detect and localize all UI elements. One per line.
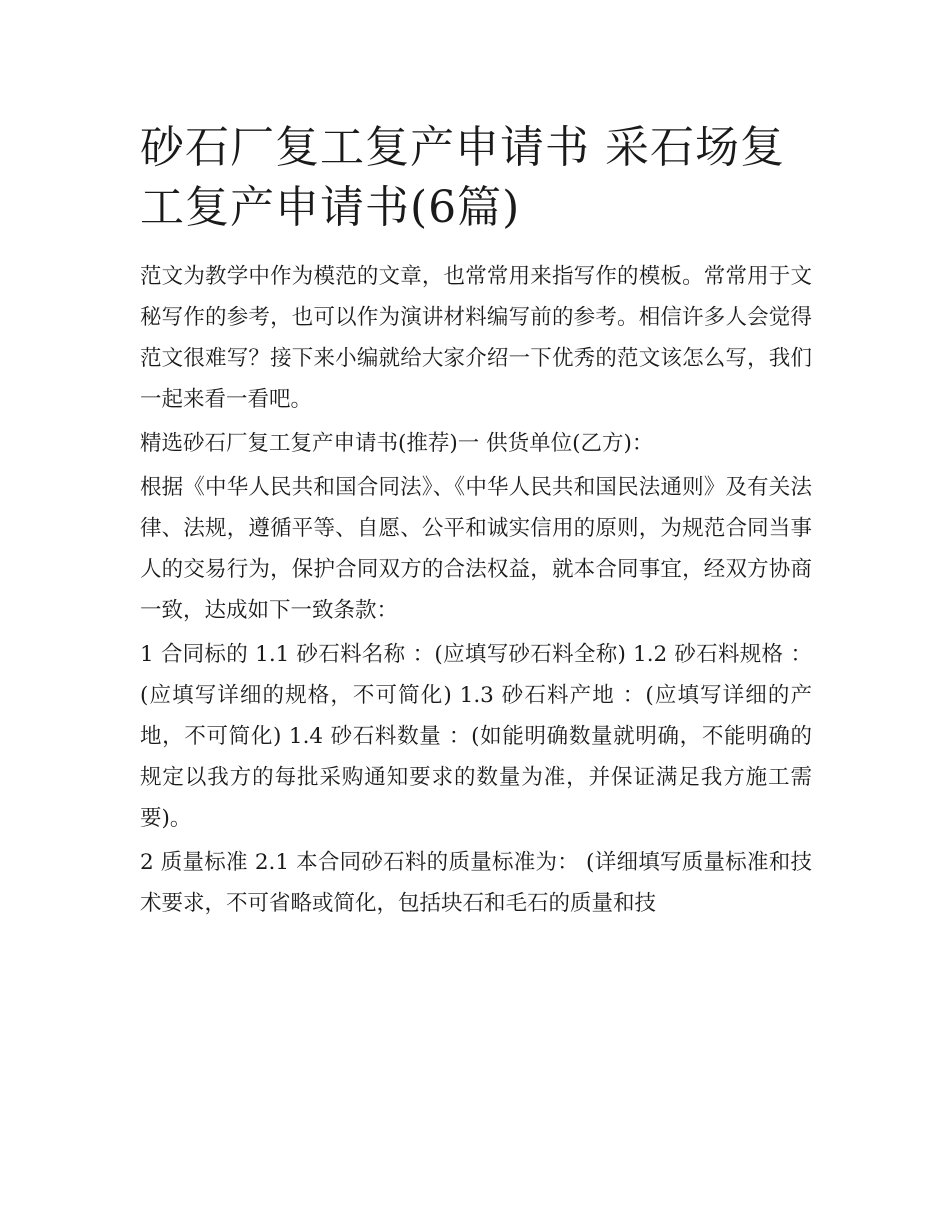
quality-standard-paragraph: 2 质量标准 2.1 本合同砂石料的质量标准为： (详细填写质量标准和技术要求，不可省略或简化，包括块石和毛石的质量和技 [140,850,812,916]
intro-paragraph: 范文为教学中作为模范的文章，也常常用来指写作的模板。常常用于文秘写作的参考，也可以作为演讲材料编写前的参考。相信许多人会觉得范文很难写？接下来小编就给大家介绍一下优秀的范文该怎么写，我们一起来看一看吧。 [140,264,812,412]
document-title: 砂石厂复工复产申请书 采石场复工复产申请书(6篇) [140,122,785,233]
section-heading-paragraph: 精选砂石厂复工复产申请书(推荐)一 供货单位(乙方)： [140,431,654,456]
document-body [140,118,812,924]
contract-subject-paragraph: 1 合同标的 1.1 砂石料名称 ：(应填写砂石料全称) 1.2 砂石料规格 ：(应填写详细的规格，不可简化) 1.3 砂石料产地 ：(应填写详细的产地，不可简化) 1.4 砂石料数量 ：(如能明确数量就明确，不能明确的规定以我方的每批采购通知要求的数量为准，并保证满足我方施工需要)。 [140,642,812,831]
contract-basis-paragraph: 根据《中华人民共和国合同法》、《中华人民共和国民法通则》及有关法律、法规，遵循平等、自愿、公平和诚实信用的原则，为规范合同当事人的交易行为，保护合同双方的合法权益，就本合同事宜，经双方协商一致，达成如下一致条款： [140,475,812,623]
